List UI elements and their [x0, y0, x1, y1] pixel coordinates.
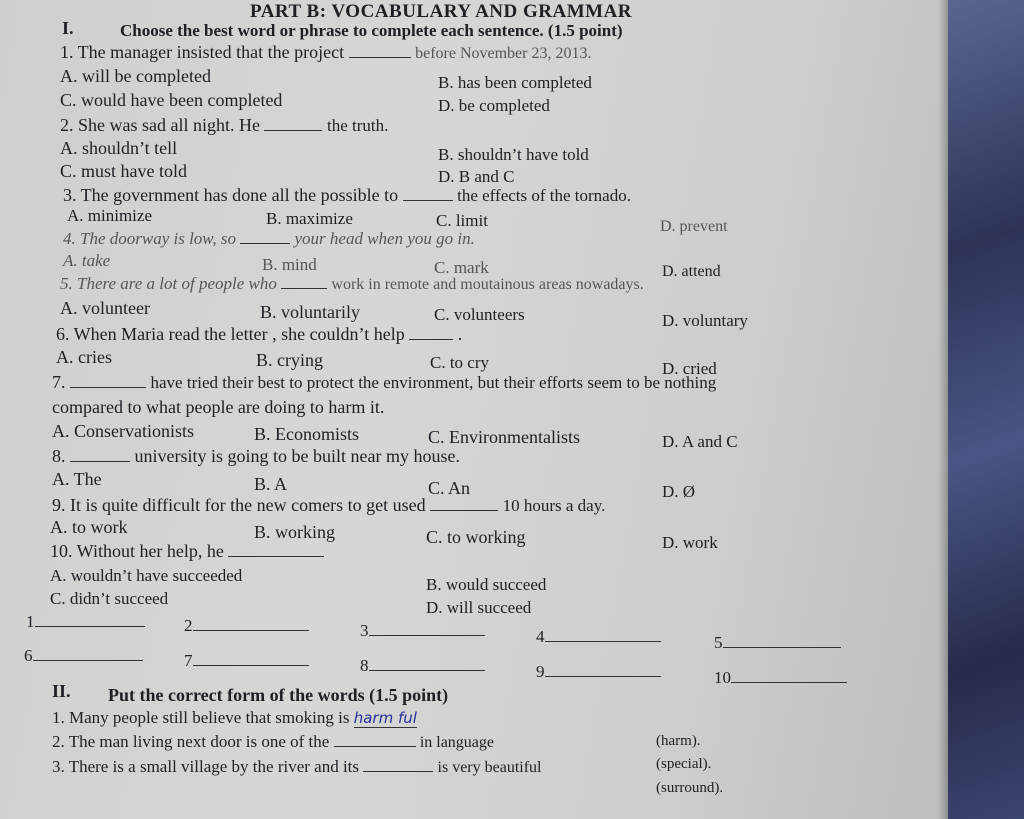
- section-2-item-2-cue: (special).: [656, 756, 712, 772]
- q6-option-a: A. cries: [56, 347, 112, 367]
- q1-option-a: A. will be completed: [60, 66, 211, 86]
- question-6-stem: 6. When Maria read the letter , she couldn’t help .: [56, 324, 463, 344]
- q7-option-d: D. A and C: [662, 432, 738, 451]
- answer-slot-10[interactable]: 10: [714, 668, 847, 688]
- question-9-stem: 9. It is quite difficult for the new comers to get used 10 hours a day.: [52, 495, 606, 515]
- q10-option-b: B. would succeed: [426, 575, 547, 594]
- section-2-item-3-cue: (surround).: [656, 780, 724, 796]
- answer-slot-6[interactable]: 6: [24, 646, 143, 666]
- q1-option-c: C. would have been completed: [60, 90, 283, 110]
- q1-option-b: B. has been completed: [438, 73, 592, 92]
- q8-option-c: C. An: [428, 478, 471, 498]
- q5-option-a: A. volunteer: [60, 298, 150, 318]
- q3-option-a: A. minimize: [67, 206, 152, 225]
- question-7-stem: 7. have tried their best to protect the environment, but their efforts seem to be nothing: [52, 372, 717, 392]
- q9-option-b: B. working: [254, 522, 335, 542]
- q7-option-b: B. Economists: [254, 424, 360, 444]
- q2-option-d: D. B and C: [438, 167, 515, 186]
- q4-option-d: D. attend: [662, 263, 721, 280]
- answer-slot-1[interactable]: 1: [26, 612, 145, 632]
- q9-option-d: D. work: [662, 533, 718, 552]
- q10-option-a: A. wouldn’t have succeeded: [50, 566, 243, 585]
- q4-option-a: A. take: [63, 251, 111, 270]
- section-2-item-1-cue: (harm).: [656, 733, 701, 749]
- answer-slot-2[interactable]: 2: [184, 616, 309, 636]
- q10-option-d: D. will succeed: [426, 598, 532, 617]
- section-2-number: II.: [52, 681, 71, 701]
- question-5-stem: 5. There are a lot of people who work in remote and moutainous areas nowadays.: [60, 274, 644, 293]
- q8-option-d: D. Ø: [662, 482, 696, 501]
- q6-option-d: D. cried: [662, 359, 717, 378]
- handwritten-answer-1: harm ful: [353, 709, 417, 727]
- answer-slot-4[interactable]: 4: [536, 627, 661, 647]
- answer-slot-9[interactable]: 9: [536, 662, 661, 682]
- section-2-item-2: 2. The man living next door is one of the in language: [52, 732, 495, 751]
- q2-option-b: B. shouldn’t have told: [438, 145, 589, 164]
- q5-option-c: C. volunteers: [434, 305, 525, 324]
- question-7-stem-continued: compared to what people are doing to harm it.: [52, 397, 385, 417]
- q6-option-b: B. crying: [256, 350, 323, 370]
- q1-option-d: D. be completed: [438, 96, 550, 115]
- q4-option-b: B. mind: [262, 255, 317, 274]
- q9-option-a: A. to work: [50, 517, 128, 537]
- q7-option-a: A. Conservationists: [52, 421, 194, 441]
- q3-option-d: D. prevent: [660, 218, 728, 235]
- q10-option-c: C. didn’t succeed: [50, 589, 169, 608]
- answer-slot-3[interactable]: 3: [360, 621, 485, 641]
- q5-option-d: D. voluntary: [662, 311, 748, 330]
- question-10-stem: 10. Without her help, he: [50, 541, 324, 561]
- question-4-stem: 4. The doorway is low, so your head when you go in.: [63, 229, 475, 248]
- q3-option-c: C. limit: [436, 211, 488, 230]
- question-2-stem: 2. She was sad all night. He the truth.: [60, 115, 389, 135]
- q4-option-c: C. mark: [434, 258, 489, 277]
- section-2-item-3: 3. There is a small village by the river and its is very beautiful: [52, 757, 542, 776]
- section-1-number: I.: [62, 18, 74, 38]
- section-2-item-1: 1. Many people still believe that smoking is harm ful: [52, 708, 417, 727]
- q2-option-a: A. shouldn’t tell: [60, 138, 178, 158]
- answer-slot-8[interactable]: 8: [360, 656, 485, 676]
- q9-option-c: C. to working: [426, 527, 526, 547]
- q2-option-c: C. must have told: [60, 161, 187, 181]
- question-8-stem: 8. university is going to be built near my house.: [52, 446, 460, 466]
- part-title: PART B: VOCABULARY AND GRAMMAR: [250, 1, 633, 22]
- question-3-stem: 3. The government has done all the possible to the effects of the tornado.: [63, 185, 631, 205]
- section-2-title: Put the correct form of the words (1.5 point): [108, 685, 449, 705]
- background-cloth: [948, 0, 1024, 819]
- section-1-title: Choose the best word or phrase to complete each sentence. (1.5 point): [120, 21, 623, 40]
- q7-option-c: C. Environmentalists: [428, 427, 580, 447]
- q3-option-b: B. maximize: [266, 209, 353, 228]
- q6-option-c: C. to cry: [430, 353, 490, 372]
- question-1-stem: 1. The manager insisted that the project before November 23, 2013.: [60, 42, 592, 62]
- q8-option-a: A. The: [52, 469, 102, 489]
- q5-option-b: B. voluntarily: [260, 302, 360, 322]
- answer-slot-5[interactable]: 5: [714, 633, 841, 653]
- answer-slot-7[interactable]: 7: [184, 651, 309, 671]
- q8-option-b: B. A: [254, 474, 288, 494]
